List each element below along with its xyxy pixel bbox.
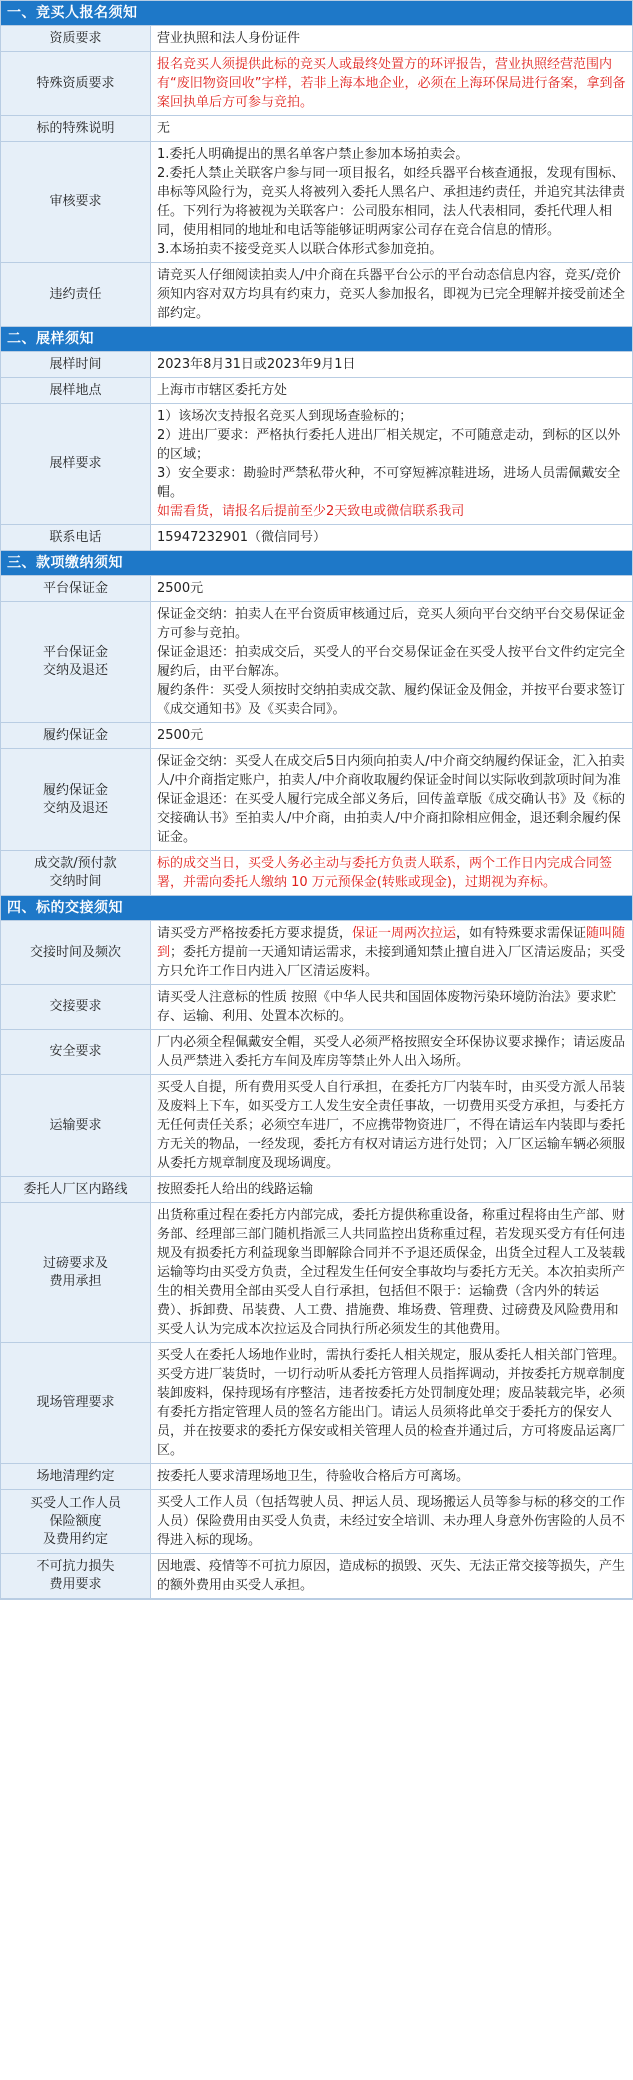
table-row [1,525,632,551]
table-row [1,576,632,602]
row-label: 特殊资质要求 [1,52,151,115]
section-header: 二、展样须知 [1,327,632,352]
row-value-text [157,1346,626,1460]
table-row [1,1030,632,1075]
row-value [151,921,632,984]
value-text: 保证金交纳：买受人在成交后5日内须向拍卖人/中介商交纳履约保证金，汇入拍卖人/中介商指定账户，拍卖人/中介商收取履约保证金时间以实际收到款项时间为准 保证金退还：在买受人履行完成全部义务后，回传盖章版《成交确认书》及《标的交接确认书》至拍卖人/中介商，由拍卖人/中介商扣除相应佣金，退还剩余履约保证金。 [157,754,626,845]
table-row [1,1075,632,1177]
table-row [1,602,632,723]
row-value-text [157,266,626,323]
value-text: 2500元 [157,728,204,743]
row-label: 场地清理约定 [1,1464,151,1489]
row-value-text [157,355,626,374]
section-header: 一、竞买人报名须知 [1,1,632,26]
row-label: 标的特殊说明 [1,116,151,141]
value-text: 因地震、疫情等不可抗力原因，造成标的损毁、灭失、无法正常交接等损失，产生的额外费用由买受人承担。 [157,1559,626,1593]
row-value [151,1343,632,1463]
row-value-text [157,528,626,547]
row-value-text [157,1206,626,1339]
value-text: 15947232901（微信同号） [157,530,326,545]
warning-text: 如需看货，请报名后提前至少2天致电或微信联系我司 [157,504,465,519]
row-label: 履约保证金 交纳及退还 [1,749,151,850]
table-row [1,52,632,116]
value-text: 保证金交纳：拍卖人在平台资质审核通过后，竞买人须向平台交纳平台交易保证金方可参与竞拍。 保证金退还：拍卖成交后，买受人的平台交易保证金在买受人按平台文件约定完全履约后，由平台解冻。 履约条件：买受人须按时交纳拍卖成交款、履约保证金及佣金，并按平台要求签订《成交通知书》及《买卖合同》。 [157,607,626,717]
row-value-text [157,988,626,1026]
warning-text: 标的成交当日，买受人务必主动与委托方负责人联系，两个工作日内完成合同签署，并需向委托人缴纳 10 万元预保金(转账或现金)，过期视为弃标。 [157,856,613,890]
row-value-text [157,145,626,259]
row-label: 过磅要求及 费用承担 [1,1203,151,1342]
table-row [1,1343,632,1464]
row-value [151,749,632,850]
row-value-text [157,29,626,48]
row-value [151,352,632,377]
table-row [1,985,632,1030]
row-value [151,1177,632,1202]
row-label: 现场管理要求 [1,1343,151,1463]
table-row [1,723,632,749]
value-text: 1.委托人明确提出的黑名单客户禁止参加本场拍卖会。 2.委托人禁止关联客户参与同一项目报名，如经兵器平台核查通报，发现有围标、串标等风险行为，竞买人将被列入委托人黑名户、承担违约责任，并追究其法律责任。下列行为将被视为关联客户：公司股东相同，法人代表相同，委托代理人相同，使用相同的地址和电话等能够证明两家公司存在竞合信息的情形。 3.本场拍卖不接受竞买人以联合体形式参加竞拍。 [157,147,626,257]
value-text: 出货称重过程在委托方内部完成，委托方提供称重设备，称重过程将由生产部、财务部、经理部三部门随机指派三人共同监控出货称重过程，若发现买受方有任何违规及有损委托方利益现象当即解除合同并不予退还质保金，出货全过程人工及装载运输等均由买受方负责，全过程发生任何安全事故均与委托方无关。本次拍卖所产生的相关费用全部由买受人自行承担，包括但不限于：运输费（含内外的转运费）、拆卸费、吊装费、人工费、措施费、堆场费、管理费、过磅费及风险费用和买受人认为完成本次拉运及合同执行所必须发生的其他费用。 [157,1208,626,1337]
value-text: 请买受方严格按委托方要求提货， [157,926,353,941]
row-value-text [157,854,626,892]
value-text: 请竞买人仔细阅读拍卖人/中介商在兵器平台公示的平台动态信息内容，竞买/竞价须知内容对双方均具有约束力，竞买人参加报名，即视为已完全理解并接受前述全部约定。 [157,268,626,321]
row-value-text [157,752,626,847]
row-value [151,378,632,403]
row-label: 运输要求 [1,1075,151,1176]
row-value [151,1464,632,1489]
row-value [151,576,632,601]
row-label: 联系电话 [1,525,151,550]
row-label: 平台保证金 交纳及退还 [1,602,151,722]
table-row [1,263,632,327]
row-label: 审核要求 [1,142,151,262]
value-text: 买受人在委托人场地作业时，需执行委托人相关规定，服从委托人相关部门管理。买受方进厂装货时，一切行动听从委托方管理人员指挥调动，并按委托方规章制度装卸废料，保持现场有序整洁，违者按委托方处罚制度处理；废品装载完毕，必须有委托方指定管理人员的签名方能出门。请运人员须将此单交于委托方的保安人员，并在按要求的委托方保安或相关管理人员的检查并通过后，方可将废品运离厂区。 [157,1348,626,1458]
row-label: 资质要求 [1,26,151,51]
value-text: 按委托人要求清理场地卫生，待验收合格后方可离场。 [157,1469,470,1484]
row-value [151,142,632,262]
row-label: 不可抗力损失 费用要求 [1,1554,151,1598]
row-value-text [157,1467,626,1486]
row-label: 委托人厂区内路线 [1,1177,151,1202]
row-value [151,116,632,141]
table-row [1,378,632,404]
value-text: ；委托方提前一天通知请运需求，未接到通知禁止擅自进入厂区清运废品；买受方只允许工作日内进入厂区清运废料。 [157,945,626,979]
row-label: 买受人工作人员 保险额度 及费用约定 [1,1490,151,1553]
value-text: 请买受人注意标的性质 按照《中华人民共和国固体废物污染环境防治法》要求贮存、运输、利用、处置本次标的。 [157,990,617,1024]
row-value-text [157,924,626,981]
row-value [151,26,632,51]
warning-text: 报名竞买人须提供此标的竞买人或最终处置方的环评报告，营业执照经营范围内有“废旧物资回收”字样，若非上海本地企业，必须在上海环保局进行备案，拿到备案回执单后方可参与竞拍。 [157,57,626,110]
row-label: 展样要求 [1,404,151,524]
row-value [151,1554,632,1598]
row-value-text [157,1078,626,1173]
warning-text: 保证一周两次拉运 [352,926,457,941]
table-row [1,142,632,263]
row-value [151,1030,632,1074]
row-value-text [157,1557,626,1595]
row-value [151,1203,632,1342]
table-row [1,352,632,378]
table-row [1,26,632,52]
row-value-text [157,55,626,112]
section-header: 四、标的交接须知 [1,896,632,921]
value-text: 上海市市辖区委托方处 [157,383,288,398]
value-text: 营业执照和法人身份证件 [157,31,301,46]
row-value [151,52,632,115]
row-label: 交接要求 [1,985,151,1029]
value-text: 1）该场次支持报名竞买人到现场查验标的； 2）进出厂要求：严格执行委托人进出厂相关规定，不可随意走动，到标的区以外的区域； 3）安全要求：勘验时严禁私带火种，不可穿短裤凉鞋进场，进场人员需佩戴安全帽。 [157,409,621,500]
row-value [151,723,632,748]
row-value-text [157,1493,626,1550]
value-text: 2500元 [157,581,204,596]
table-row [1,1177,632,1203]
row-value [151,985,632,1029]
row-label: 交接时间及频次 [1,921,151,984]
table-row [1,1490,632,1554]
value-text: ，如有特殊要求需保证 [456,926,587,941]
row-label: 履约保证金 [1,723,151,748]
row-value [151,602,632,722]
table-row [1,749,632,851]
row-value-text [157,1180,626,1199]
row-value-text [157,726,626,745]
row-value-text [157,1033,626,1071]
value-text: 按照委托人给出的线路运输 [157,1182,314,1197]
table-row [1,1464,632,1490]
row-value [151,1075,632,1176]
row-label: 违约责任 [1,263,151,326]
row-value [151,263,632,326]
table-row [1,404,632,525]
table-row [1,116,632,142]
value-text: 无 [157,121,171,136]
table-row [1,1554,632,1599]
row-value-text [157,407,626,521]
value-text: 买受人工作人员（包括驾驶人员、押运人员、现场搬运人员等参与标的移交的工作人员）保险费用由买受人负责，未经过安全培训、未办理人身意外伤害险的人员不得进入标的现场。 [157,1495,626,1548]
value-text: 厂内必须全程佩戴安全帽，买受人必须严格按照安全环保协议要求操作；请运废品人员严禁进入委托方车间及库房等禁止外人出入场所。 [157,1035,626,1069]
row-value [151,525,632,550]
row-label: 平台保证金 [1,576,151,601]
value-text: 买受人自提，所有费用买受人自行承担，在委托方厂内装车时，由买受方派人吊装及废料上下车，如买受方工人发生安全责任事故，一切费用买受方承担，与委托方无任何责任关系；必须空车进厂，不应携带物资进厂，不得在请运车内装即与委托方无关的物品，一经发现，委托方有权对请运方进行处罚；入厂区运输车辆必须服从委托方规章制度及现场调度。 [157,1080,626,1171]
value-text: 2023年8月31日或2023年9月1日 [157,357,356,372]
table-row [1,851,632,896]
row-value [151,404,632,524]
row-value-text [157,605,626,719]
warning-text: 随叫随到 [157,926,626,960]
row-value-text [157,579,626,598]
row-label: 展样地点 [1,378,151,403]
table-row [1,921,632,985]
row-value [151,851,632,895]
table-row [1,1203,632,1343]
row-label: 成交款/预付款 交纳时间 [1,851,151,895]
row-label: 展样时间 [1,352,151,377]
row-value-text [157,119,626,138]
row-value-text [157,381,626,400]
row-label: 安全要求 [1,1030,151,1074]
row-value [151,1490,632,1553]
section-header: 三、款项缴纳须知 [1,551,632,576]
